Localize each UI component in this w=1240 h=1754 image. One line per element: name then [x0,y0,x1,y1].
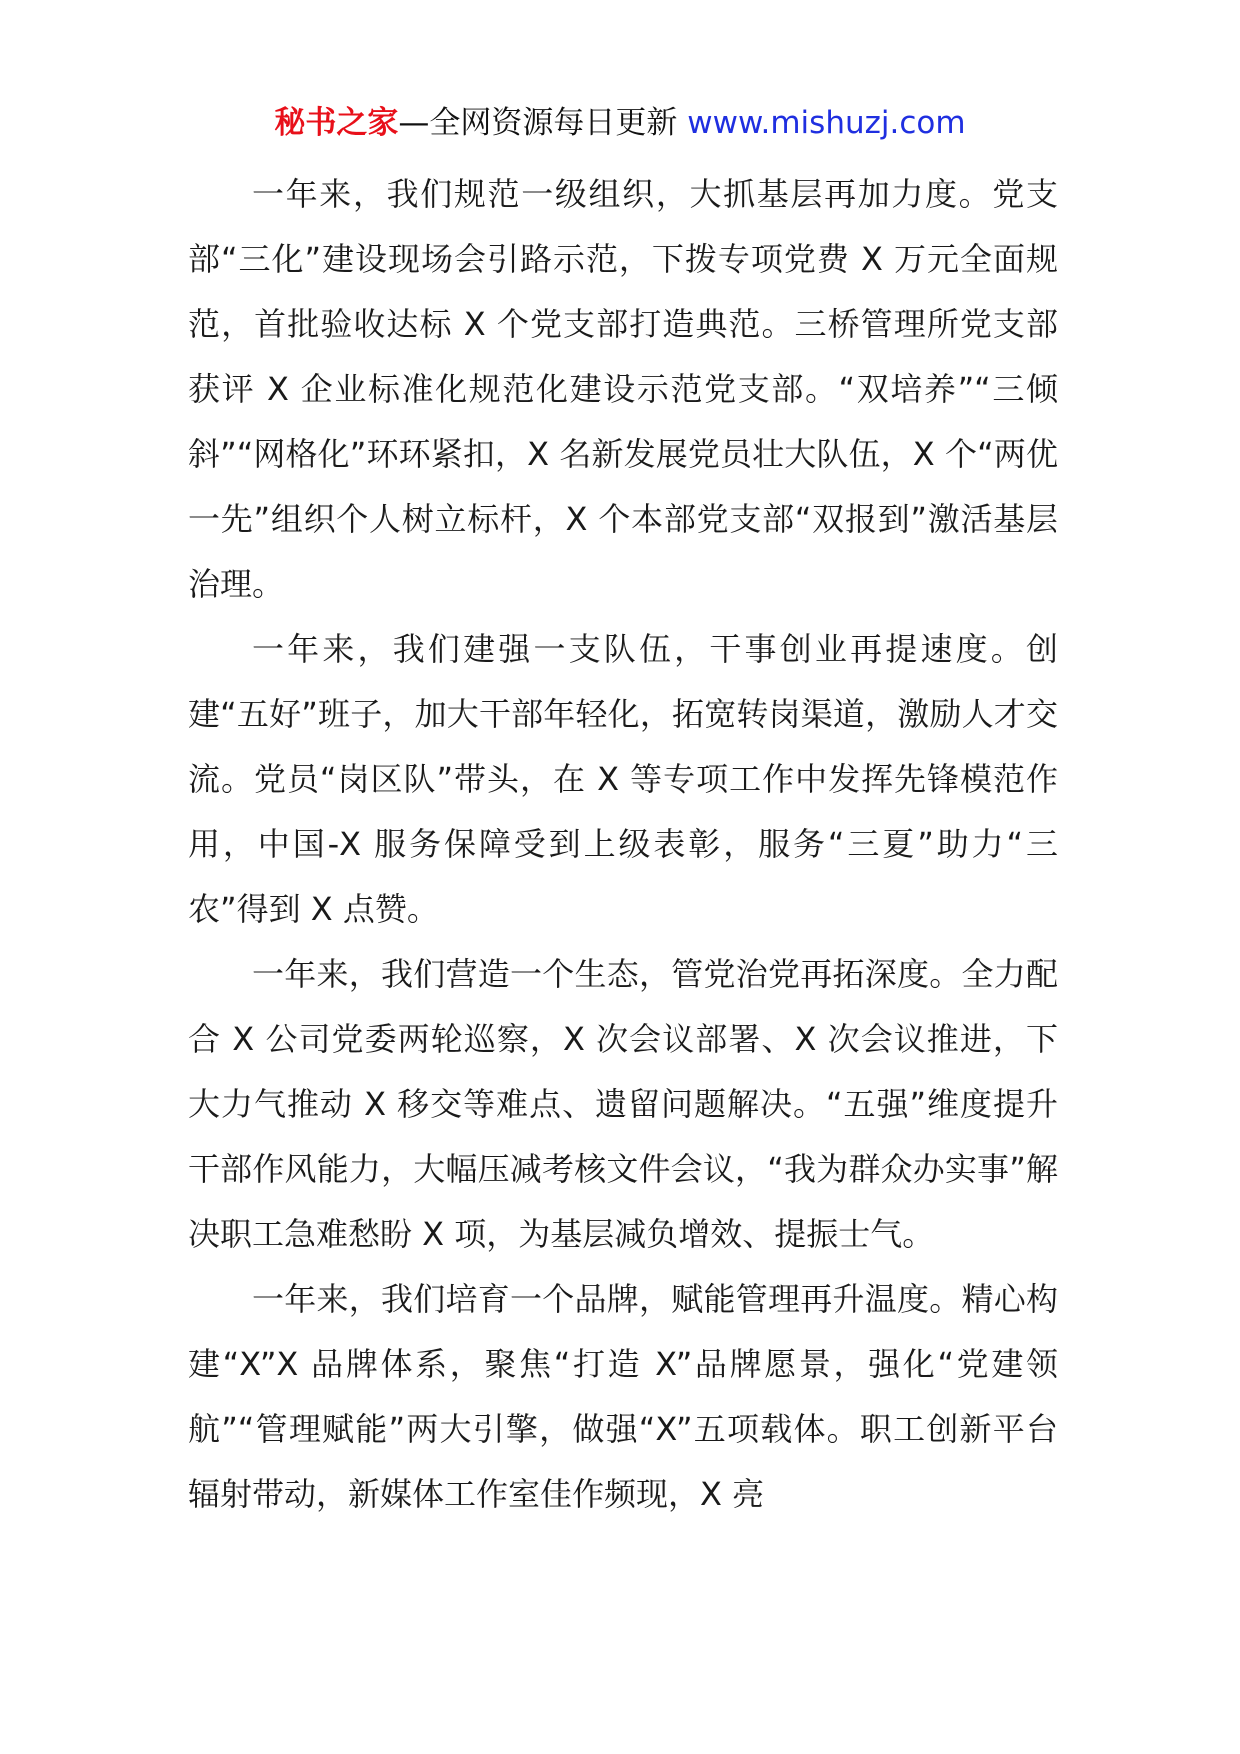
paragraph-ecology: 一年来，我们营造一个生态，管党治党再拓深度。全力配合 X 公司党委两轮巡察，X 次会议部署、X 次会议推进，下大力气推动 X 移交等难点、遗留问题解决。“五强”维度提升干部作风能力，大幅压减考核文件会议，“我为群众办实事”解决职工急难愁盼 X 项，为基层减负增效、提振士气。 [188,955,1058,1253]
page-header [0,98,1240,148]
website-link[interactable]: www.mishuzj.com [687,105,966,141]
paragraph-team: 一年来，我们建强一支队伍，干事创业再提速度。创建“五好”班子，加大干部年轻化，拓宽转岗渠道，激励人才交流。党员“岗区队”带头，在 X 等专项工作中发挥先锋模范作用，中国-X 服务保障受到上级表彰，服务“三夏”助力“三农”得到 X 点赞。 [188,630,1058,928]
paragraph-organization: 一年来，我们规范一级组织，大抓基层再加力度。党支部“三化”建设现场会引路示范，下拨专项党费 X 万元全面规范，首批验收达标 X 个党支部打造典范。三桥管理所党支部获评 X 企业标准化规范化建设示范党支部。“双培养”“三倾斜”“网格化”环环紧扣，X 名新发展党员壮大队伍，X 个“两优一先”组织个人树立标杆，X 个本部党支部“双报到”激活基层治理。 [188,175,1058,603]
brand-name: 秘书之家 [274,105,399,141]
paragraph-brand: 一年来，我们培育一个品牌，赋能管理再升温度。精心构建“X”X 品牌体系，聚焦“打造 X”品牌愿景，强化“党建领航”“管理赋能”两大引擎，做强“X”五项载体。职工创新平台辐射带动，新媒体工作室佳作频现，X 亮 [188,1280,1058,1513]
document-body [188,162,1058,1527]
header-tagline: —全网资源每日更新 [398,105,678,141]
